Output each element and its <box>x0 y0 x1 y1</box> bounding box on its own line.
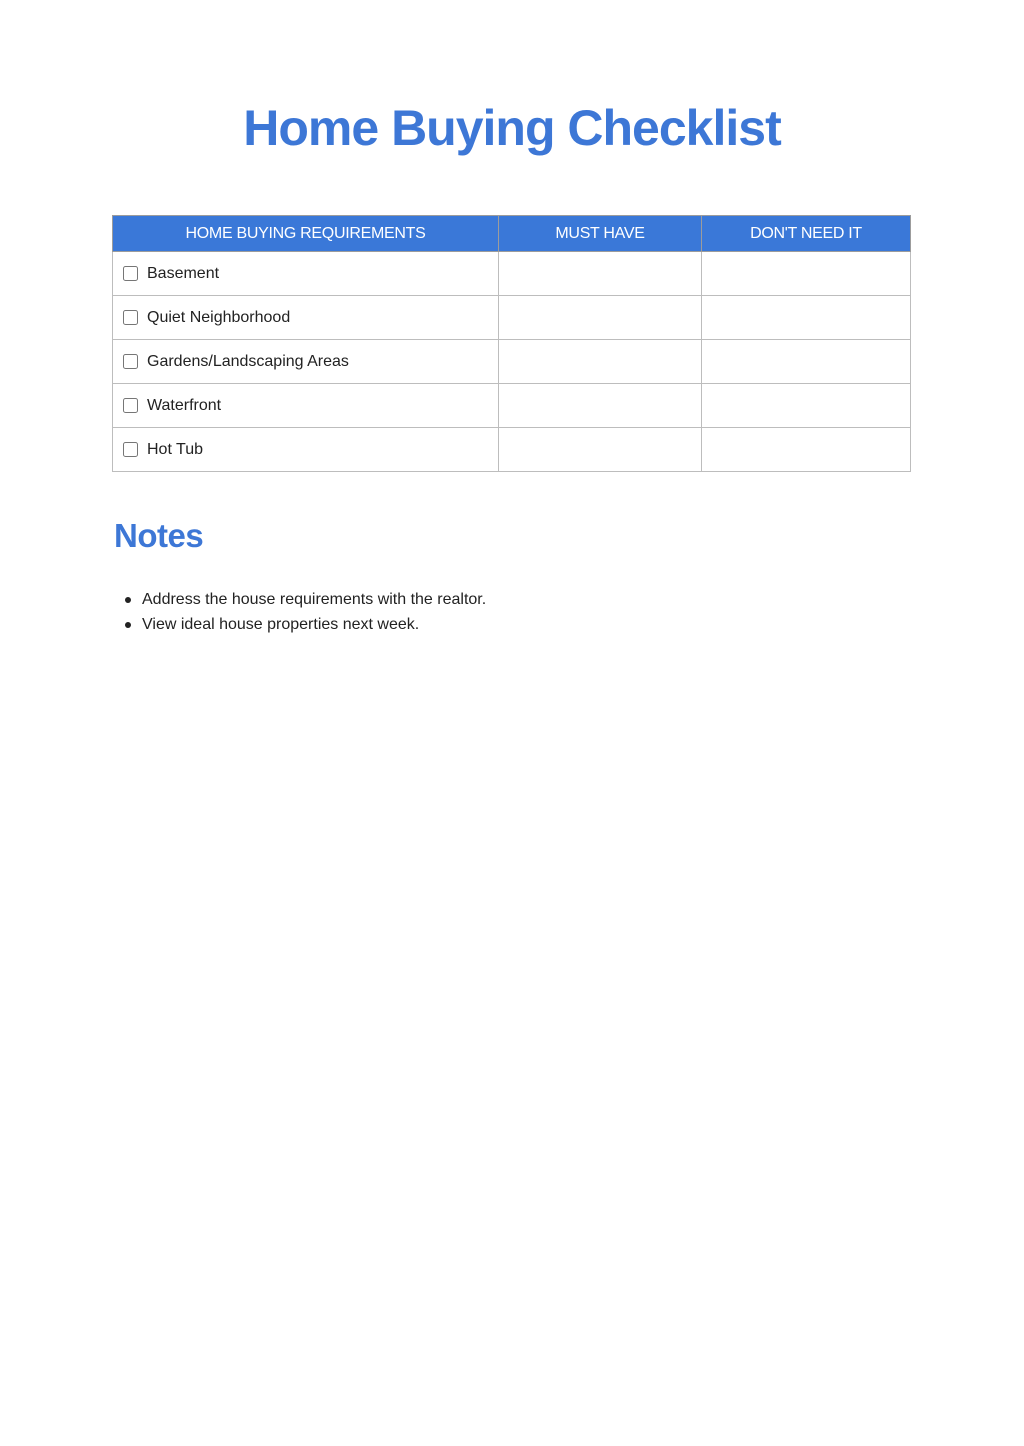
dont-need-cell[interactable] <box>702 252 911 296</box>
table-row <box>113 384 911 428</box>
requirement-cell <box>113 340 499 384</box>
header-must-have: MUST HAVE <box>499 216 702 252</box>
notes-heading: Notes <box>114 517 204 554</box>
requirement-label: Hot Tub <box>147 440 204 458</box>
bullet-icon <box>125 597 131 603</box>
note-text: Address the house requirements with the realtor. <box>142 591 487 608</box>
requirement-cell <box>113 296 499 340</box>
requirement-checkbox-hot-tub[interactable] <box>123 442 138 457</box>
header-requirements: HOME BUYING REQUIREMENTS <box>113 216 499 252</box>
requirement-cell <box>113 428 499 472</box>
notes-list <box>142 587 486 637</box>
list-item <box>142 587 486 612</box>
requirement-label: Waterfront <box>147 396 222 414</box>
requirement-label: Basement <box>147 264 220 282</box>
requirement-label: Gardens/Landscaping Areas <box>147 352 349 370</box>
must-have-cell[interactable] <box>499 252 702 296</box>
table-row <box>113 340 911 384</box>
must-have-cell[interactable] <box>499 384 702 428</box>
bullet-icon <box>125 622 131 628</box>
header-dont-need: DON'T NEED IT <box>702 216 911 252</box>
table-row <box>113 428 911 472</box>
must-have-cell[interactable] <box>499 340 702 384</box>
dont-need-cell[interactable] <box>702 340 911 384</box>
requirement-checkbox-quiet-neighborhood[interactable] <box>123 310 138 325</box>
requirement-checkbox-basement[interactable] <box>123 266 138 281</box>
requirement-cell <box>113 252 499 296</box>
dont-need-cell[interactable] <box>702 428 911 472</box>
table-row <box>113 252 911 296</box>
header-row <box>113 216 911 252</box>
must-have-cell[interactable] <box>499 296 702 340</box>
page-title: Home Buying Checklist <box>243 100 781 156</box>
requirement-label: Quiet Neighborhood <box>147 308 291 326</box>
checklist-body <box>113 252 911 472</box>
checklist-table <box>112 215 911 472</box>
note-text: View ideal house properties next week. <box>142 616 420 633</box>
requirement-cell <box>113 384 499 428</box>
requirement-checkbox-gardens[interactable] <box>123 354 138 369</box>
checklist-header <box>113 216 911 252</box>
dont-need-cell[interactable] <box>702 384 911 428</box>
requirement-checkbox-waterfront[interactable] <box>123 398 138 413</box>
dont-need-cell[interactable] <box>702 296 911 340</box>
list-item <box>142 612 486 637</box>
table-row <box>113 296 911 340</box>
must-have-cell[interactable] <box>499 428 702 472</box>
